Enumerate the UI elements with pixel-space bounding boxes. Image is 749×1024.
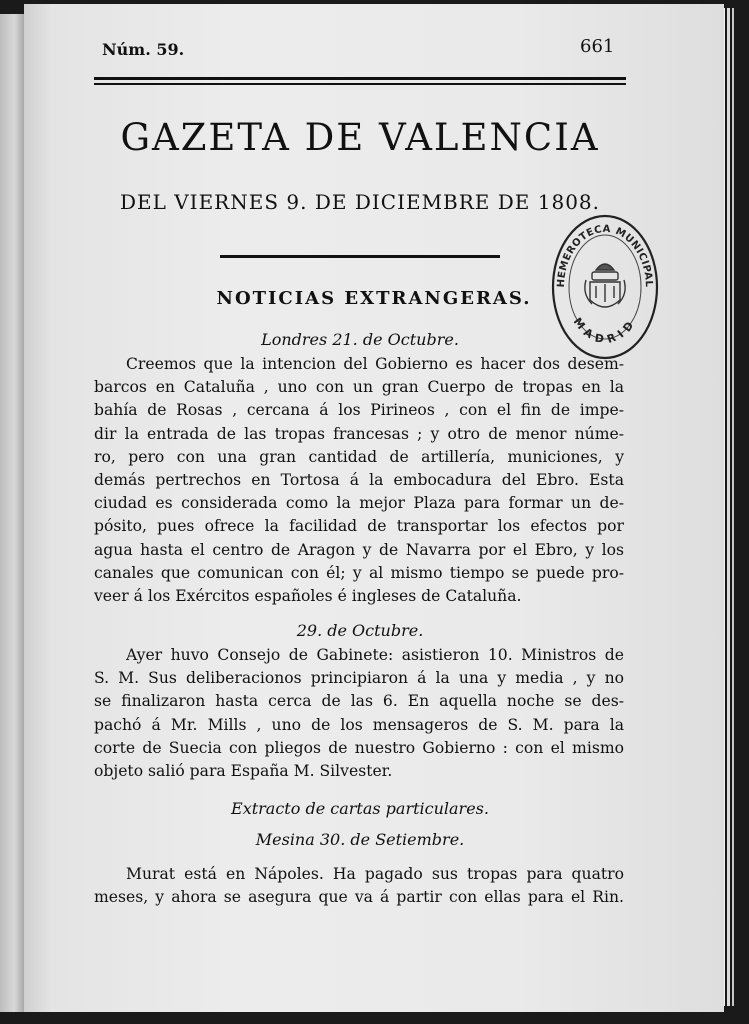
text-line: Murat está en Nápoles. Ha pagado sus tropas para quatro xyxy=(126,865,624,883)
text-line: pachó á Mr. Mills , uno de los mensageros de S. M. para la xyxy=(94,715,624,734)
page-edge xyxy=(727,8,730,1006)
text-line: Creemos que la intencion del Gobierno es hacer dos desem- xyxy=(126,355,624,373)
page-number: 661 xyxy=(580,36,615,57)
page-edge xyxy=(732,8,734,1006)
extract-heading: Extracto de cartas particulares. xyxy=(231,799,489,818)
text-line: dir la entrada de las tropas francesas ; y otro de menor núme- xyxy=(94,424,624,443)
issue-number: Núm. 59. xyxy=(102,40,185,59)
text-line: pósito, pues ofrece la facilidad de transportar los efectos por xyxy=(94,517,624,536)
text-line: ro, pero con una gran cantidad de artillería, municiones, y xyxy=(94,447,624,466)
dateline-mesina-30: Mesina 30. de Setiembre. xyxy=(255,830,465,849)
text-line: objeto salió para España M. Silvester. xyxy=(94,762,393,781)
text-line: barcos en Cataluña , uno con un gran Cuerpo de tropas en la xyxy=(94,378,624,397)
article-october-29 xyxy=(94,644,624,783)
masthead-title: GAZETA DE VALENCIA xyxy=(120,116,600,159)
text-line: canales que comunican con él; y al mismo tiempo se puede pro- xyxy=(94,563,624,582)
text-line: corte de Suecia con pliegos de nuestro Gobierno : con el mismo xyxy=(94,738,624,757)
article-london-21 xyxy=(94,353,624,608)
newspaper-page xyxy=(24,4,724,1012)
text-line: demás pertrechos en Tortosa á la embocadura del Ebro. Esta xyxy=(94,471,624,490)
text-line: agua hasta el centro de Aragon y de Navarra por el Ebro, y los xyxy=(94,540,624,559)
stamp-top-text: HEMEROTECA MUNICIPAL xyxy=(555,223,655,288)
masthead-rule xyxy=(220,255,500,258)
header-rule xyxy=(94,83,626,85)
masthead-date: DEL VIERNES 9. DE DICIEMBRE DE 1808. xyxy=(119,190,601,214)
stamp-bottom-text: MADRID xyxy=(570,315,640,347)
dateline-october-29: 29. de Octubre. xyxy=(296,621,424,640)
article-mesina-30 xyxy=(94,863,624,909)
text-line: ciudad es considerada como la mejor Plaza para formar un de- xyxy=(94,494,624,513)
header-rule xyxy=(94,77,626,80)
facing-page-edge xyxy=(0,14,24,1012)
text-line: veer á los Exércitos españoles é ingleses de Cataluña. xyxy=(94,587,522,606)
text-line: meses, y ahora se asegura que va á partir con ellas para el Rin. xyxy=(94,888,624,907)
text-line: S. M. Sus deliberacionos principiaron á la una y media , y no xyxy=(94,669,624,688)
text-line: Ayer huvo Consejo de Gabinete: asistieron 10. Ministros de xyxy=(126,646,624,664)
section-heading: NOTICIAS EXTRANGERAS. xyxy=(216,288,532,309)
text-line: se finalizaron hasta cerca de las 6. En aquella noche se des- xyxy=(94,692,624,711)
text-line: bahía de Rosas , cercana á los Pirineos , con el fin de impe- xyxy=(94,401,624,420)
dateline-london-21: Londres 21. de Octubre. xyxy=(261,330,459,349)
